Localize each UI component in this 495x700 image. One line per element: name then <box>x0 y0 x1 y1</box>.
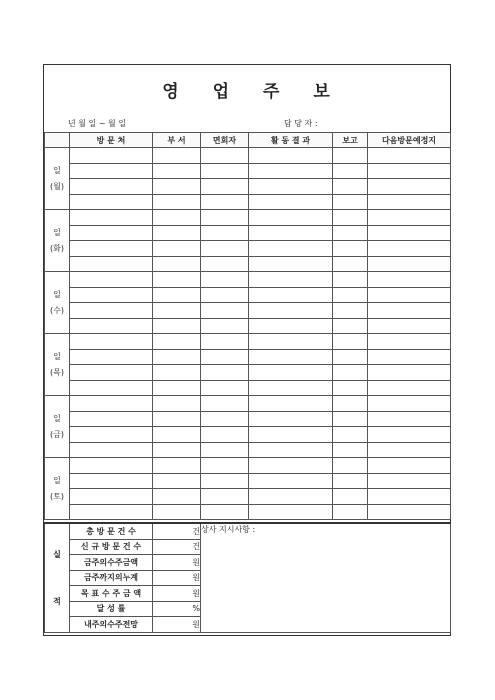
table-row <box>45 179 451 195</box>
table-row <box>45 241 451 257</box>
table-row <box>45 303 451 319</box>
entry-cell[interactable] <box>70 163 153 179</box>
table-row <box>45 334 451 350</box>
performance-item-label: 달 성 률 <box>70 601 153 617</box>
day-label-cell <box>45 272 70 334</box>
table-header-row <box>45 133 451 148</box>
entry-cell[interactable] <box>333 349 368 365</box>
day-label: 일 <box>53 413 61 423</box>
performance-value-cell[interactable]: 원 <box>153 586 201 602</box>
entry-cell[interactable] <box>333 194 368 210</box>
entry-cell[interactable] <box>153 272 201 288</box>
entry-cell[interactable] <box>368 241 451 257</box>
entry-cell[interactable] <box>153 318 201 334</box>
entry-cell[interactable] <box>153 504 201 520</box>
entry-cell[interactable] <box>249 303 333 319</box>
weekday-label: (월) <box>50 181 64 191</box>
report-period: 년 월 일 ~ 월 일 <box>68 119 127 128</box>
entry-cell[interactable] <box>153 380 201 396</box>
table-row <box>45 210 451 226</box>
entry-cell[interactable] <box>201 427 249 443</box>
entry-cell[interactable] <box>201 504 249 520</box>
entry-cell[interactable] <box>368 349 451 365</box>
entry-cell[interactable] <box>333 225 368 241</box>
entry-cell[interactable] <box>333 148 368 164</box>
entry-cell[interactable] <box>333 303 368 319</box>
entry-cell[interactable] <box>249 241 333 257</box>
entry-cell[interactable] <box>153 225 201 241</box>
sales-weekly-report-form <box>43 64 451 636</box>
entry-cell[interactable] <box>333 411 368 427</box>
entry-cell[interactable] <box>368 504 451 520</box>
report-title <box>44 77 450 102</box>
performance-item-label: 목 표 수 주 금 액 <box>70 586 153 602</box>
entry-cell[interactable] <box>153 458 201 474</box>
entry-cell[interactable] <box>201 458 249 474</box>
performance-item-label: 신 규 방 문 건 수 <box>70 539 153 555</box>
table-row <box>45 427 451 443</box>
entry-cell[interactable] <box>153 442 201 458</box>
title-char: 영 <box>162 82 181 102</box>
title-char: 보 <box>313 82 332 102</box>
entry-cell[interactable] <box>201 303 249 319</box>
entry-cell[interactable] <box>249 334 333 350</box>
entry-cell[interactable] <box>333 256 368 272</box>
column-header: 방 문 처 <box>70 133 153 148</box>
entry-cell[interactable] <box>249 411 333 427</box>
entry-cell[interactable] <box>153 287 201 303</box>
day-label-cell <box>45 334 70 396</box>
entry-cell[interactable] <box>333 287 368 303</box>
entry-cell[interactable] <box>249 256 333 272</box>
table-row <box>45 148 451 164</box>
entry-cell[interactable] <box>249 272 333 288</box>
entry-cell[interactable] <box>153 349 201 365</box>
entry-cell[interactable] <box>333 163 368 179</box>
entry-cell[interactable] <box>201 396 249 412</box>
entry-cell[interactable] <box>201 318 249 334</box>
entry-cell[interactable] <box>333 210 368 226</box>
entry-cell[interactable] <box>201 241 249 257</box>
weekday-label: (금) <box>50 429 64 439</box>
entry-cell[interactable] <box>70 365 153 381</box>
entry-cell[interactable] <box>368 396 451 412</box>
side-label-bottom: 적 <box>53 596 61 606</box>
entry-cell[interactable] <box>201 148 249 164</box>
manager-label: 담 당 자 : <box>284 119 318 128</box>
entry-cell[interactable] <box>368 272 451 288</box>
entry-cell[interactable] <box>249 427 333 443</box>
entry-cell[interactable] <box>368 489 451 505</box>
table-row <box>45 380 451 396</box>
entry-cell[interactable] <box>368 303 451 319</box>
entry-cell[interactable] <box>249 458 333 474</box>
entry-cell[interactable] <box>249 473 333 489</box>
entry-cell[interactable] <box>368 473 451 489</box>
entry-cell[interactable] <box>333 334 368 350</box>
entry-cell[interactable] <box>70 380 153 396</box>
entry-cell[interactable] <box>333 179 368 195</box>
performance-row <box>45 523 451 539</box>
entry-cell[interactable] <box>70 442 153 458</box>
table-row <box>45 365 451 381</box>
entry-cell[interactable] <box>153 427 201 443</box>
entry-cell[interactable] <box>368 380 451 396</box>
entry-cell[interactable] <box>201 287 249 303</box>
performance-value-cell[interactable]: 원 <box>153 617 201 633</box>
table-row <box>45 473 451 489</box>
performance-item-label: 금주의수주금액 <box>70 555 153 571</box>
table-row <box>45 287 451 303</box>
entry-cell[interactable] <box>201 411 249 427</box>
table-row <box>45 272 451 288</box>
entry-cell[interactable] <box>333 442 368 458</box>
entry-cell[interactable] <box>153 365 201 381</box>
header-info-line <box>44 118 450 132</box>
entry-cell[interactable] <box>249 442 333 458</box>
entry-cell[interactable] <box>201 272 249 288</box>
entry-cell[interactable] <box>333 380 368 396</box>
entry-cell[interactable] <box>70 225 153 241</box>
entry-cell[interactable] <box>368 427 451 443</box>
entry-cell[interactable] <box>70 504 153 520</box>
title-char: 업 <box>212 82 232 102</box>
entry-cell[interactable] <box>333 365 368 381</box>
entry-cell[interactable] <box>153 179 201 195</box>
entry-cell[interactable] <box>368 442 451 458</box>
performance-value-cell[interactable]: 원 <box>153 555 201 571</box>
entry-cell[interactable] <box>70 396 153 412</box>
weekday-label: (토) <box>50 491 64 501</box>
entry-cell[interactable] <box>333 396 368 412</box>
entry-cell[interactable] <box>201 489 249 505</box>
entry-cell[interactable] <box>368 334 451 350</box>
table-row <box>45 318 451 334</box>
day-label-cell <box>45 458 70 520</box>
entry-cell[interactable] <box>201 210 249 226</box>
entry-cell[interactable] <box>333 318 368 334</box>
entry-cell[interactable] <box>153 241 201 257</box>
entry-cell[interactable] <box>70 458 153 474</box>
performance-value-cell[interactable]: 건 <box>153 523 201 539</box>
entry-cell[interactable] <box>153 303 201 319</box>
entry-cell[interactable] <box>153 148 201 164</box>
day-label: 일 <box>53 165 61 175</box>
entry-cell[interactable] <box>333 473 368 489</box>
entry-cell[interactable] <box>70 210 153 226</box>
entry-cell[interactable] <box>249 225 333 241</box>
entry-cell[interactable] <box>153 256 201 272</box>
entry-cell[interactable] <box>153 396 201 412</box>
entry-cell[interactable] <box>249 287 333 303</box>
side-label-top: 실 <box>53 549 61 559</box>
entry-cell[interactable] <box>153 210 201 226</box>
performance-value-cell[interactable]: 건 <box>153 539 201 555</box>
entry-cell[interactable] <box>249 148 333 164</box>
entry-cell[interactable] <box>249 194 333 210</box>
entry-cell[interactable] <box>249 318 333 334</box>
entry-cell[interactable] <box>70 349 153 365</box>
entry-cell[interactable] <box>201 225 249 241</box>
entry-cell[interactable] <box>249 210 333 226</box>
day-label-cell <box>45 396 70 458</box>
entry-cell[interactable] <box>201 442 249 458</box>
performance-item-label: 금주까지의누계 <box>70 570 153 586</box>
entry-cell[interactable] <box>70 194 153 210</box>
day-label-cell <box>45 210 70 272</box>
table-row <box>45 458 451 474</box>
entry-cell[interactable] <box>153 473 201 489</box>
entry-cell[interactable] <box>249 380 333 396</box>
entry-cell[interactable] <box>249 489 333 505</box>
column-header: 활 동 결 과 <box>249 133 333 148</box>
entry-cell[interactable] <box>70 241 153 257</box>
entry-cell[interactable] <box>153 489 201 505</box>
entry-cell[interactable] <box>333 504 368 520</box>
entry-cell[interactable] <box>249 365 333 381</box>
column-header: 면회자 <box>201 133 249 148</box>
entry-cell[interactable] <box>368 194 451 210</box>
table-row <box>45 411 451 427</box>
table-row <box>45 349 451 365</box>
entry-cell[interactable] <box>201 194 249 210</box>
entry-cell[interactable] <box>333 272 368 288</box>
entry-cell[interactable] <box>368 458 451 474</box>
entry-cell[interactable] <box>70 256 153 272</box>
entry-cell[interactable] <box>201 334 249 350</box>
performance-table <box>44 522 451 633</box>
performance-item-label: 내주의수주전망 <box>70 617 153 633</box>
day-column-header <box>45 133 70 148</box>
table-row <box>45 396 451 412</box>
entry-cell[interactable] <box>249 163 333 179</box>
entry-cell[interactable] <box>70 489 153 505</box>
entry-cell[interactable] <box>153 411 201 427</box>
entry-cell[interactable] <box>153 194 201 210</box>
table-row <box>45 194 451 210</box>
weekday-label: (수) <box>50 305 64 315</box>
column-header: 다음방문예정지 <box>368 133 451 148</box>
weekday-label: (목) <box>50 367 64 377</box>
entry-cell[interactable] <box>368 287 451 303</box>
performance-value-cell[interactable]: 원 <box>153 570 201 586</box>
entry-cell[interactable] <box>70 334 153 350</box>
entry-cell[interactable] <box>153 334 201 350</box>
day-label-cell <box>45 148 70 210</box>
weekday-label: (화) <box>50 243 64 253</box>
entry-cell[interactable] <box>249 349 333 365</box>
entry-cell[interactable] <box>368 256 451 272</box>
entry-cell[interactable] <box>70 272 153 288</box>
entry-cell[interactable] <box>70 411 153 427</box>
entry-cell[interactable] <box>368 163 451 179</box>
entry-cell[interactable] <box>70 179 153 195</box>
entry-cell[interactable] <box>201 256 249 272</box>
performance-value-cell[interactable]: % <box>153 601 201 617</box>
entry-cell[interactable] <box>153 163 201 179</box>
entry-cell[interactable] <box>333 489 368 505</box>
entry-cell[interactable] <box>201 349 249 365</box>
entry-cell[interactable] <box>249 504 333 520</box>
entry-cell[interactable] <box>368 179 451 195</box>
day-label: 일 <box>53 475 61 485</box>
entry-cell[interactable] <box>201 179 249 195</box>
performance-side-label <box>45 523 70 632</box>
entry-cell[interactable] <box>201 365 249 381</box>
entry-cell[interactable] <box>201 380 249 396</box>
day-label: 일 <box>53 351 61 361</box>
entry-cell[interactable] <box>333 427 368 443</box>
day-label: 일 <box>53 289 61 299</box>
entry-cell[interactable] <box>333 458 368 474</box>
visit-table <box>44 132 451 520</box>
entry-cell[interactable] <box>368 318 451 334</box>
performance-item-label: 총 방 문 건 수 <box>70 523 153 539</box>
table-row <box>45 442 451 458</box>
table-row <box>45 504 451 520</box>
entry-cell[interactable] <box>368 365 451 381</box>
entry-cell[interactable] <box>70 287 153 303</box>
entry-cell[interactable] <box>70 303 153 319</box>
entry-cell[interactable] <box>70 318 153 334</box>
entry-cell[interactable] <box>368 411 451 427</box>
entry-cell[interactable] <box>70 473 153 489</box>
table-row <box>45 225 451 241</box>
entry-cell[interactable] <box>70 427 153 443</box>
entry-cell[interactable] <box>249 396 333 412</box>
entry-cell[interactable] <box>368 148 451 164</box>
column-header: 보고 <box>333 133 368 148</box>
entry-cell[interactable] <box>70 148 153 164</box>
supervisor-directive-field[interactable]: 상사 지시사항 : <box>201 523 451 632</box>
entry-cell[interactable] <box>201 473 249 489</box>
entry-cell[interactable] <box>368 210 451 226</box>
title-char: 주 <box>262 82 282 102</box>
entry-cell[interactable] <box>201 163 249 179</box>
entry-cell[interactable] <box>333 241 368 257</box>
table-row <box>45 256 451 272</box>
table-row <box>45 163 451 179</box>
column-header: 부 서 <box>153 133 201 148</box>
day-label: 일 <box>53 227 61 237</box>
entry-cell[interactable] <box>249 179 333 195</box>
table-row <box>45 489 451 505</box>
entry-cell[interactable] <box>368 225 451 241</box>
